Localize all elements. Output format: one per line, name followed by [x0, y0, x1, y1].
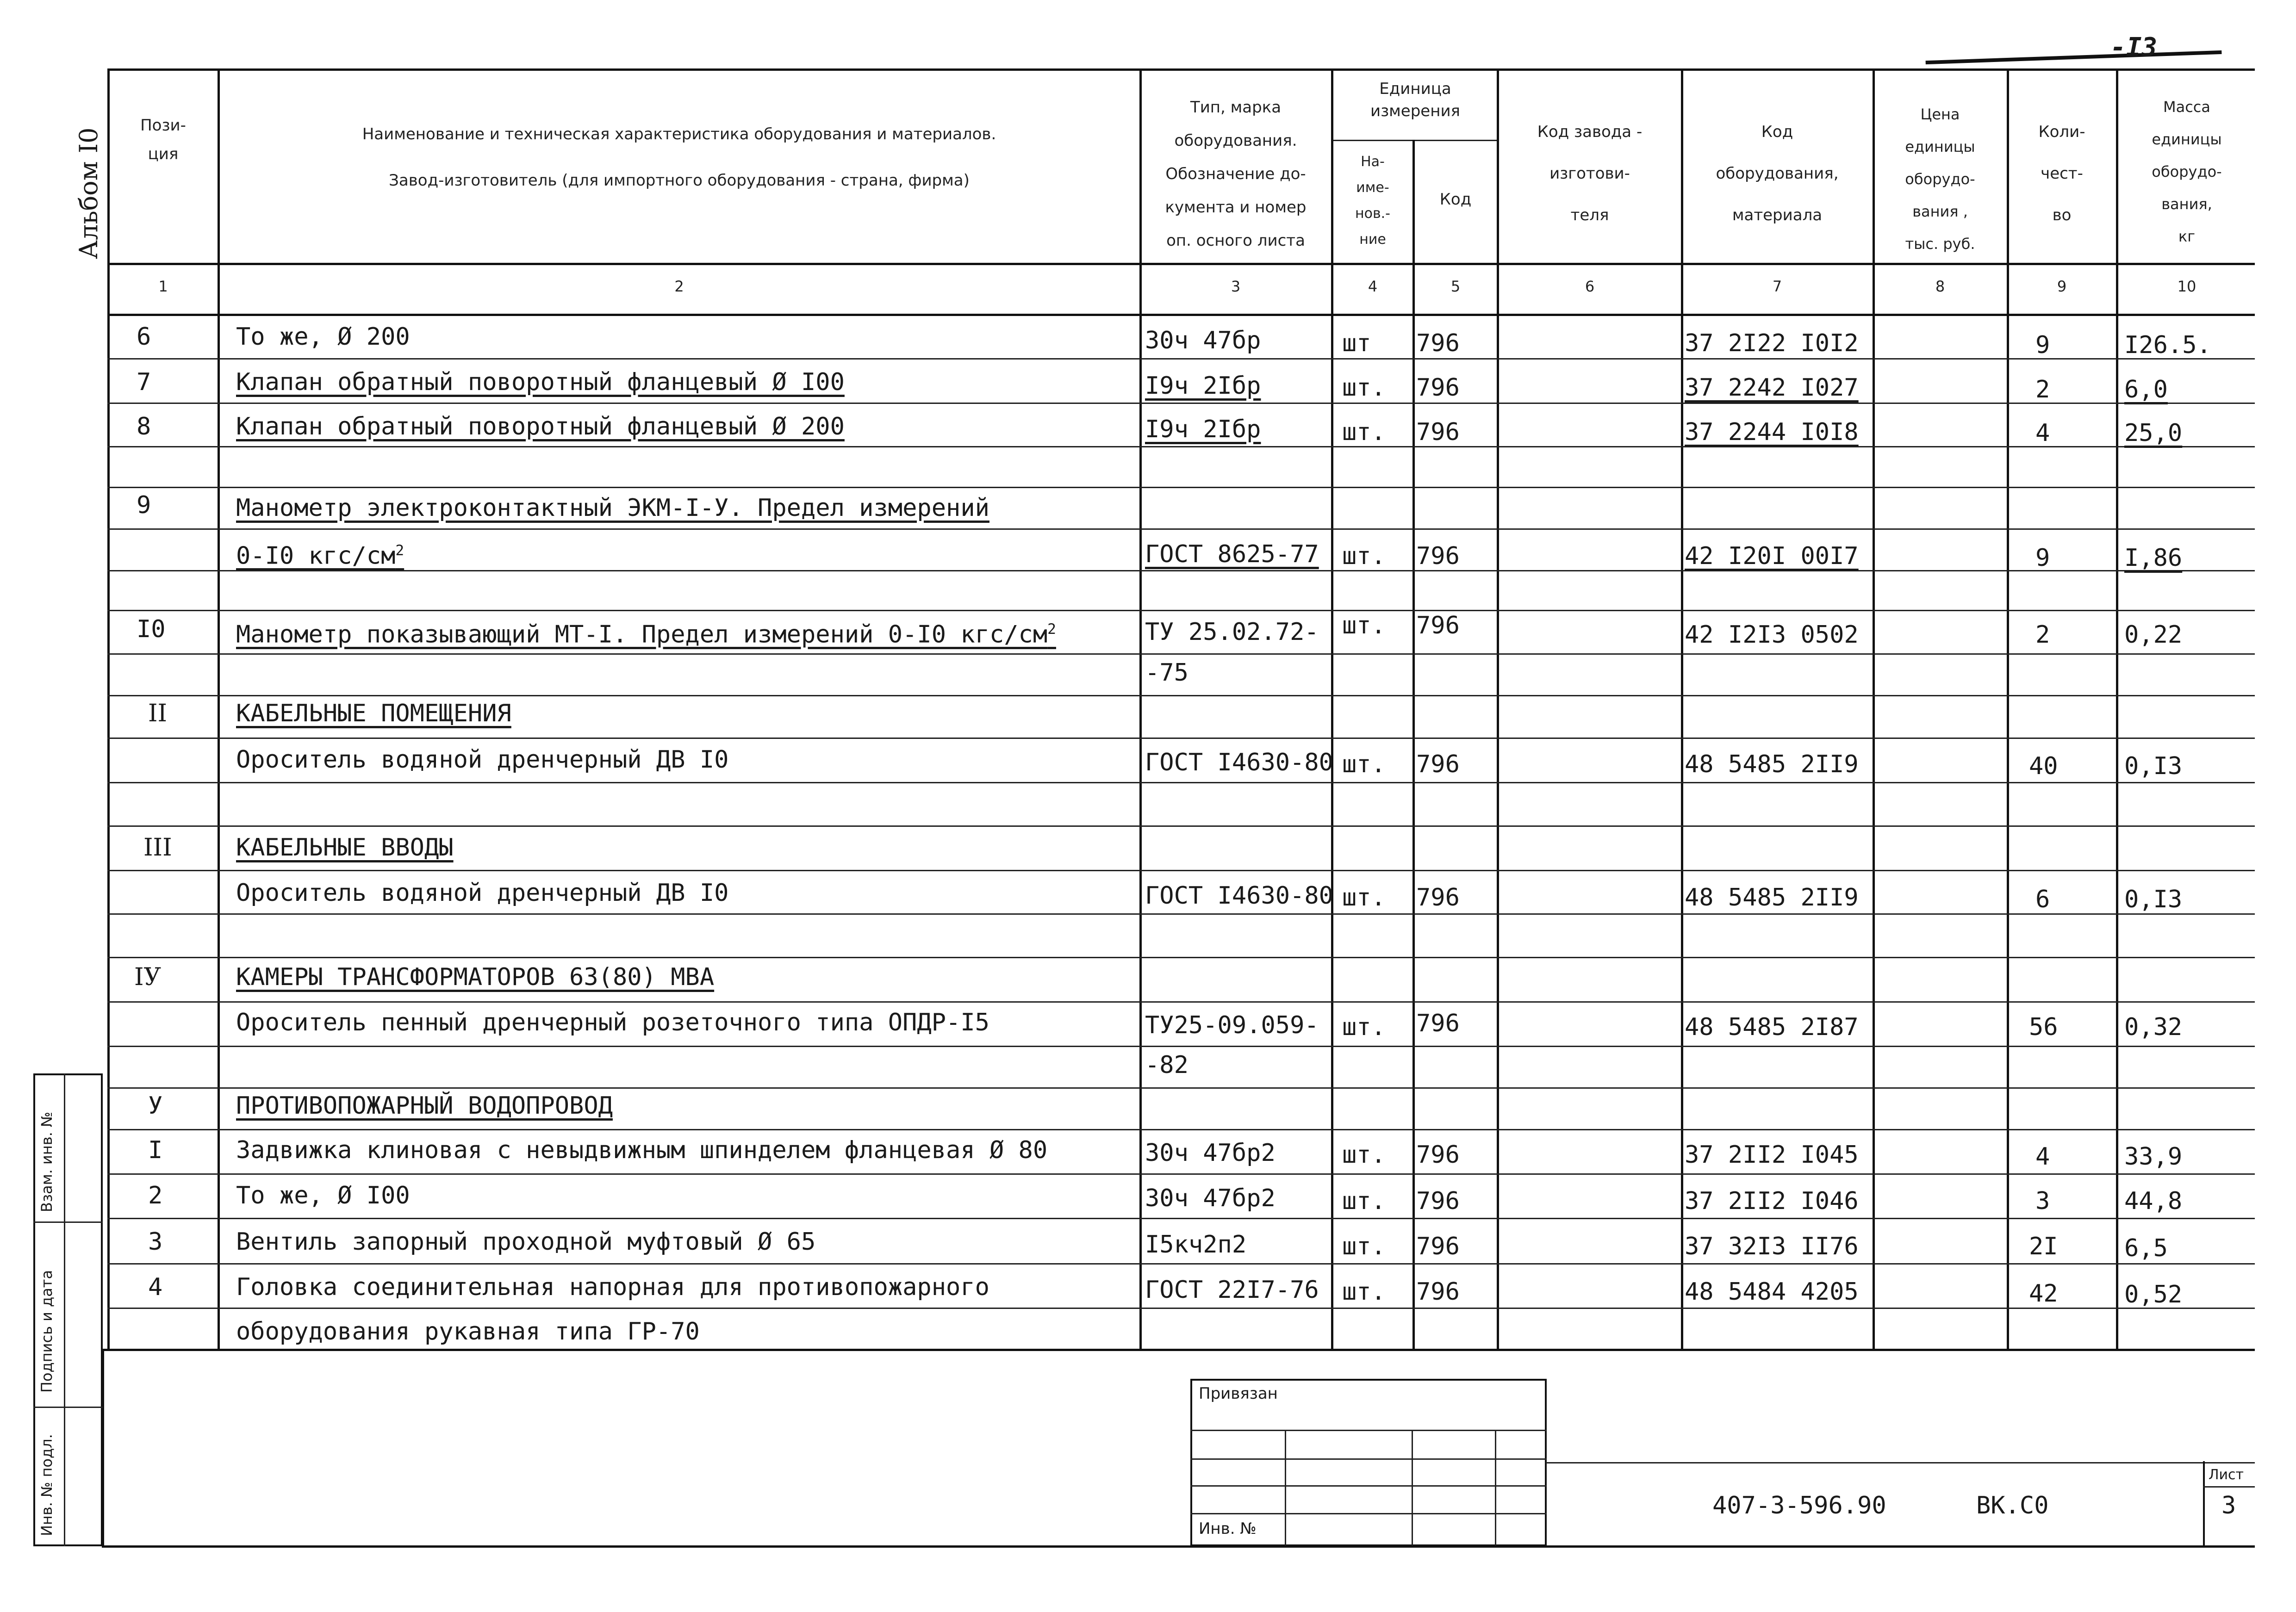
swap-inv-label: Взам. инв. № [38, 1111, 56, 1212]
row-qty: 56 [2029, 1013, 2058, 1041]
album-label: Альбом I0 [74, 127, 103, 259]
row-unit: шт. [1342, 1187, 1386, 1215]
row-mass: 0,I3 [2124, 886, 2183, 913]
row-line [107, 957, 2255, 958]
col-number: 5 [1450, 278, 1461, 295]
row-code5: 796 [1416, 329, 1460, 357]
row-pos: У [148, 1092, 163, 1120]
table-top-border [107, 68, 2255, 71]
row-pos: 2 [148, 1182, 163, 1209]
header-unit-group: Единица измерения [1370, 80, 1461, 120]
bound-label: Привязан [1199, 1384, 1278, 1403]
row-name: оборудования рукавная типа ГР-70 [236, 1318, 700, 1345]
stamp-line [1190, 1458, 1547, 1460]
frame-bottom [102, 1545, 2255, 1548]
row-line [107, 695, 2255, 696]
row-mass: 0,52 [2124, 1281, 2183, 1308]
col-line-8 [2007, 68, 2009, 1350]
row-name: КАБЕЛЬНЫЕ ВВОДЫ [236, 834, 454, 862]
row-type: I5кч2п2 [1145, 1231, 1247, 1259]
header-price: Цена единицы оборудо- вания , тыс. руб. [1905, 105, 1975, 253]
stamp-line [1190, 1485, 1547, 1487]
row-mass: 0,22 [2124, 621, 2183, 649]
side-stamp-row [33, 1221, 103, 1223]
row-mass: 0,I3 [2124, 752, 2183, 780]
col-line-1 [218, 68, 220, 1350]
row-type: ТУ25-09.059- [1145, 1011, 1319, 1039]
row-type: 30ч 47бр2 [1145, 1139, 1276, 1167]
header-pos: Пози- ция [140, 116, 186, 163]
row-unit: шт. [1342, 884, 1386, 911]
row-code7: 48 5485 2II9 [1685, 884, 1859, 911]
row-qty: 2 [2035, 376, 2050, 403]
row-code5: 796 [1416, 1233, 1460, 1260]
col-line-2 [1139, 68, 1142, 1350]
row-unit: шт. [1342, 374, 1386, 402]
row-code7: 42 I20I 00I7 [1685, 542, 1859, 570]
row-code5: 796 [1416, 750, 1460, 778]
row-name: Вентиль запорный проходной муфтовый Ø 65 [236, 1228, 816, 1256]
side-stamp-col [64, 1073, 65, 1546]
row-mass: 33,9 [2124, 1143, 2183, 1171]
corner-mark [1925, 37, 2222, 64]
corner-mark-text: -I3 [2110, 32, 2158, 62]
row-line [107, 528, 2255, 530]
row-code5: 796 [1416, 1187, 1460, 1215]
row-pos: 4 [148, 1273, 163, 1301]
header-code: Код оборудования, материала [1716, 123, 1839, 224]
doc-code: ВК.С0 [1976, 1492, 2049, 1519]
row-code5: 796 [1416, 1141, 1460, 1169]
header-type: Тип, марка оборудования. Обозначение до- кумента и номер оп. осного листа [1165, 98, 1307, 250]
row-line [107, 610, 2255, 611]
row-name: КАМЕРЫ ТРАНСФОРМАТОРОВ 63(80) МВА [236, 963, 715, 991]
row-mass: 6,5 [2124, 1234, 2168, 1262]
row-pos: II [148, 700, 168, 727]
row-code5: 796 [1416, 612, 1460, 639]
row-unit: шт [1342, 329, 1371, 357]
row-name: 0-I0 кгс/$см^2$ [236, 542, 404, 570]
row-qty: 42 [2029, 1280, 2058, 1308]
row-unit: шт. [1342, 750, 1386, 778]
row-name: Манометр показывающий МТ-I. Предел измерений 0-I0 кгс/$см^2$ [236, 620, 1056, 649]
row-code7: 48 5485 2I87 [1685, 1013, 1859, 1041]
colnum-bottom-border [107, 314, 2255, 316]
row-line [107, 1046, 2255, 1047]
orig-inv-label: Инв. № подл. [38, 1434, 56, 1536]
col-number: 4 [1368, 278, 1378, 295]
row-code5: 796 [1416, 884, 1460, 911]
row-line [107, 1308, 2255, 1309]
row-pos: IУ [134, 963, 162, 991]
row-type: 30ч 47бр [1145, 327, 1261, 354]
row-qty: 3 [2035, 1187, 2050, 1215]
row-qty: 40 [2029, 752, 2058, 780]
row-type: ГОСТ 8625-77 [1145, 540, 1319, 568]
row-code7: 37 2244 I0I8 [1685, 418, 1859, 446]
row-pos: 6 [137, 323, 151, 351]
row-name: То же, Ø I00 [236, 1182, 410, 1209]
col-line-7 [1873, 68, 1875, 1350]
stamp-col [1285, 1430, 1286, 1545]
row-name: ПРОТИВОПОЖАРНЫЙ ВОДОПРОВОД [236, 1092, 613, 1120]
row-code7: 42 I2I3 0502 [1685, 621, 1859, 649]
row-qty: 4 [2035, 1143, 2050, 1171]
row-unit: шт. [1342, 1233, 1386, 1260]
header-qty: Коли- чест- во [2038, 123, 2085, 224]
row-code7: 48 5484 4205 [1685, 1278, 1859, 1306]
sign-date-label: Подпись и дата [38, 1270, 56, 1393]
row-pos: 7 [137, 368, 151, 396]
col-number: 7 [1772, 278, 1782, 295]
row-code7: 48 5485 2II9 [1685, 750, 1859, 778]
col-number: 2 [674, 278, 684, 295]
row-code5: 796 [1416, 1278, 1460, 1306]
row-code7: 37 32I3 II76 [1685, 1233, 1859, 1260]
row-code7: 37 2II2 I045 [1685, 1141, 1859, 1169]
row-line [107, 1129, 2255, 1130]
row-type: ГОСТ 22I7-76 [1145, 1276, 1319, 1304]
row-line [107, 358, 2255, 360]
row-unit: шт. [1342, 1278, 1386, 1306]
row-line [107, 1087, 2255, 1089]
col-line-6 [1681, 68, 1683, 1350]
row-code7: 37 2I22 I0I2 [1685, 329, 1859, 357]
row-code5: 796 [1416, 542, 1460, 570]
col-number: 1 [158, 278, 168, 295]
row-qty: 4 [2035, 419, 2050, 447]
row-unit: шт. [1342, 542, 1386, 570]
row-line [107, 653, 2255, 655]
col-line-3 [1331, 68, 1333, 1350]
row-unit: шт. [1342, 1013, 1386, 1041]
row-name: То же, Ø 200 [236, 323, 410, 351]
row-unit: шт. [1342, 612, 1386, 639]
header-unit-name: На- имe- нов.- ние [1355, 154, 1390, 248]
row-line [107, 446, 2255, 447]
row-name: Клапан обратный поворотный фланцевый Ø 200 [236, 413, 845, 440]
row-type: -75 [1145, 659, 1188, 687]
header-unit-code: Код [1439, 190, 1472, 209]
row-type: ТУ 25.02.72- [1145, 618, 1319, 646]
row-name: Головка соединительная напорная для противопожарного [236, 1273, 989, 1301]
row-name: КАБЕЛЬНЫЕ ПОМЕЩЕНИЯ [236, 700, 511, 727]
title-block-top [1546, 1462, 2255, 1463]
row-line [107, 1173, 2255, 1175]
row-code5: 796 [1416, 418, 1460, 446]
row-qty: 9 [2035, 331, 2050, 359]
row-unit: шт. [1342, 418, 1386, 446]
row-type: 30ч 47бр2 [1145, 1184, 1276, 1212]
row-type: ГОСТ I4630-80 [1145, 749, 1333, 776]
row-name: Клапан обратный поворотный фланцевый Ø I00 [236, 368, 845, 396]
row-pos: I [148, 1136, 163, 1164]
col-number: 10 [2177, 278, 2196, 295]
row-mass: I,86 [2124, 544, 2183, 572]
row-name: Ороситель водяной дренчерный ДВ I0 [236, 746, 729, 774]
row-code7: 37 2II2 I046 [1685, 1187, 1859, 1215]
row-line [107, 1001, 2255, 1003]
row-mass: 44,8 [2124, 1187, 2183, 1215]
header-bottom-border [107, 263, 2255, 265]
row-code7: 37 2242 I027 [1685, 374, 1859, 402]
col-number: 3 [1231, 278, 1241, 295]
table-bottom-border [102, 1349, 2255, 1351]
col-number: 9 [2057, 278, 2067, 295]
sheet-number: 3 [2221, 1492, 2236, 1519]
row-line [107, 913, 2255, 915]
row-code5: 796 [1416, 1010, 1460, 1037]
inv-label: Инв. № [1199, 1519, 1257, 1538]
stamp-col [1495, 1430, 1496, 1545]
row-line [107, 782, 2255, 783]
col-line-9 [2116, 68, 2118, 1350]
row-qty: 2I [2029, 1233, 2058, 1260]
row-mass: I26.5. [2124, 331, 2211, 359]
row-code5: 796 [1416, 374, 1460, 402]
row-pos: 3 [148, 1228, 163, 1256]
side-stamp-row [33, 1407, 103, 1408]
row-type: I9ч 2Iбр [1145, 372, 1261, 400]
sheet-label: Лист [2209, 1467, 2244, 1483]
row-name: Задвижка клиновая с невыдвижным шпинделем фланцевая Ø 80 [236, 1136, 1048, 1164]
row-pos: 8 [137, 413, 151, 440]
row-qty: 2 [2035, 621, 2050, 649]
stamp-line [1190, 1430, 1547, 1431]
col-line-left [107, 68, 110, 1350]
row-mass: 25,0 [2124, 419, 2183, 447]
col-number: 8 [1935, 278, 1945, 295]
row-line [107, 825, 2255, 827]
doc-number: 407-3-596.90 [1712, 1492, 1886, 1519]
row-line [107, 1263, 2255, 1265]
row-qty: 6 [2035, 886, 2050, 913]
header-name: Наименование и техническая характеристика оборудования и материалов. Завод-изготовитель (для импортного оборудования - страна, фирма) [362, 125, 996, 190]
col-number: 6 [1585, 278, 1595, 295]
row-line [107, 1218, 2255, 1219]
row-type: I9ч 2Iбр [1145, 415, 1261, 443]
col-line-5 [1497, 68, 1499, 1350]
row-mass: 6,0 [2124, 376, 2168, 403]
stamp-col [1412, 1430, 1413, 1545]
row-name: Манометр электроконтактный ЭКМ-I-У. Предел измерений [236, 494, 989, 522]
sheet-divider [2203, 1486, 2255, 1488]
row-line [107, 870, 2255, 871]
row-type: ГОСТ I4630-80 [1145, 882, 1333, 910]
row-name: Ороситель пенный дренчерный розеточного типа ОПДР-I5 [236, 1009, 989, 1036]
row-line [107, 403, 2255, 404]
row-pos: 9 [137, 491, 151, 519]
row-mass: 0,32 [2124, 1013, 2183, 1041]
row-pos: I0 [137, 615, 166, 643]
row-line [107, 738, 2255, 739]
col-line-4 [1412, 140, 1415, 1350]
row-qty: 9 [2035, 544, 2050, 572]
row-pos: III [143, 834, 172, 862]
header-plant: Код завода - изготови- теля [1537, 123, 1643, 224]
header-mass: Масса единицы оборудо- вания, кг [2152, 98, 2222, 245]
row-line [107, 570, 2255, 571]
row-name: Ороситель водяной дренчерный ДВ I0 [236, 879, 729, 907]
row-line [107, 487, 2255, 488]
stamp-line [1190, 1513, 1547, 1514]
row-type: -82 [1145, 1051, 1188, 1079]
row-unit: шт. [1342, 1141, 1386, 1169]
